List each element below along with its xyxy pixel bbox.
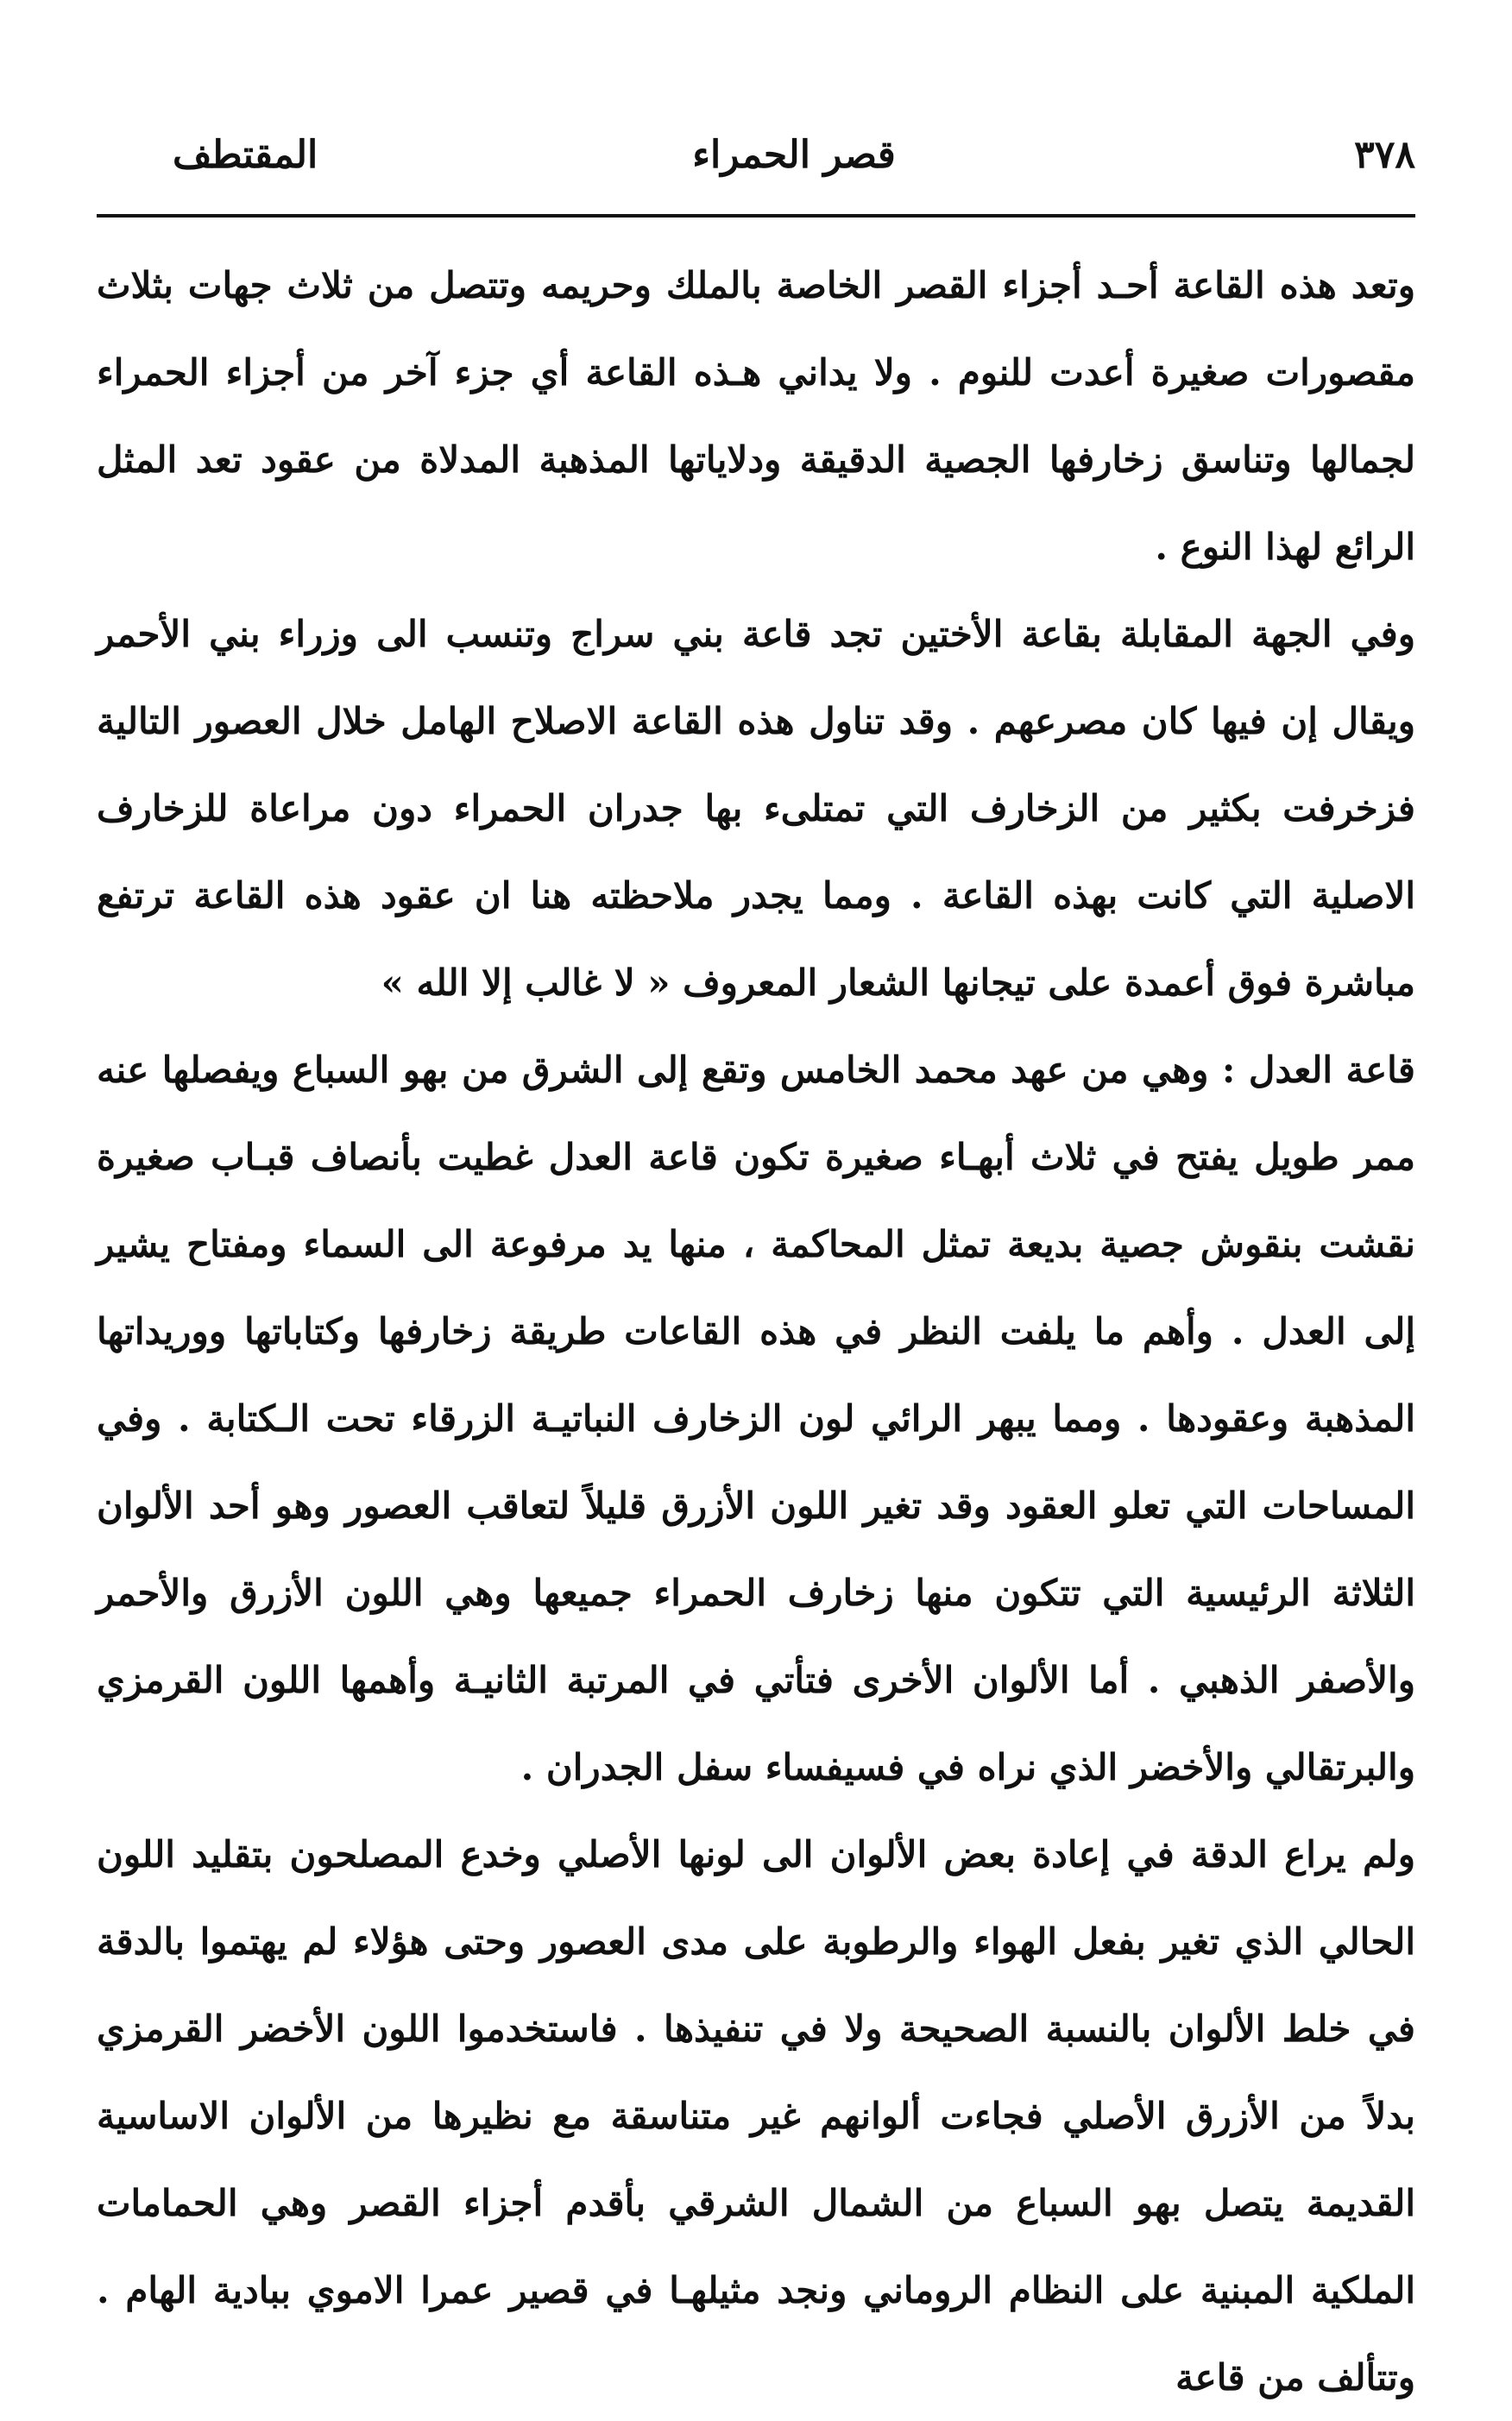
article-body: [97, 242, 1415, 2421]
paragraph-2: وفي الجهة المقابلة بقاعة الأختين تجد قاعة بني سراج وتنسب الى وزراء بني الأحمر ويقال إن فيها كان مصرعهم . وقد تناول هذه القاعة الاصلاح الهامل خلال العصور التالية فزخرفت بكثير من الزخارف التي تمتلىء بها جدران الحمراء دون مراعاة للزخارف الاصلية التي كانت بهذه القاعة . ومما يجدر ملاحظته هنا ان عقود هذه القاعة ترتفع مباشرة فوق أعمدة على تيجانها الشعار المعروف « لا غالب إلا الله »: [97, 613, 1415, 1004]
header-rule: [97, 214, 1415, 218]
paragraph-3: قاعة العدل : وهي من عهد محمد الخامس وتقع إلى الشرق من بهو السباع ويفصلها عنه ممر طويل يفتح في ثلاث أبهـاء صغيرة تكون قاعة العدل غطيت بأنصاف قبـاب صغيرة نقشت بنقوش جصية بديعة تمثل المحاكمة ، منها يد مرفوعة الى السماء ومفتاح يشير إلى العدل . وأهم ما يلفت النظر في هذه القاعات طريقة زخارفها وكتاباتها ووريداتها المذهبة وعقودها . ومما يبهر الرائي لون الزخارف النباتيـة الزرقاء تحت الـكتابة . وفي المساحات التي تعلو العقود وقد تغير اللون الأزرق قليلاً لتعاقب العصور وهو أحد الألوان الثلاثة الرئيسية التي تتكون منها زخارف الحمراء جميعها وهي اللون الأزرق والأحمر والأصفر الذهبي . أما الألوان الأخرى فتأتي في المرتبة الثانيـة وأهمها اللون القرمزي والبرتقالي والأخضر الذي نراه في فسيفساء سفل الجدران .: [97, 1049, 1415, 1788]
running-header: [173, 121, 1415, 190]
paragraph-4: ولم يراع الدقة في إعادة بعض الألوان الى لونها الأصلي وخدع المصلحون بتقليد اللون الحالي الذي تغير بفعل الهواء والرطوبة على مدى العصور وحتى هؤلاء لم يهتموا بالدقة في خلط الألوان بالنسبة الصحيحة ولا في تنفيذها . فاستخدموا اللون الأخضر القرمزي بدلاً من الأزرق الأصلي فجاءت ألوانهم غير متناسقة مع نظيرها من الألوان الاساسية القديمة يتصل بهو السباع من الشمال الشرقي بأقدم أجزاء القصر وهي الحمامات الملكية المبنية على النظام الروماني ونجد مثيلهـا في قصير عمرا الاموي ببادية الهام . وتتألف من قاعة: [97, 1833, 1415, 2399]
page-title: قصر الحمراء: [692, 133, 896, 177]
journal-name: المقتطف: [173, 133, 318, 177]
page-number: ٣٧٨: [1354, 133, 1415, 177]
paragraph-1: وتعد هذه القاعة أحـد أجزاء القصر الخاصة بالملك وحريمه وتتصل من ثلاث جهات بثلاث مقصورات صغيرة أعدت للنوم . ولا يداني هـذه القاعة أي جزء آخر من أجزاء الحمراء لجمالها وتناسق زخارفها الجصية الدقيقة ودلاياتها المذهبة المدلاة من عقود تعد المثل الرائع لهذا النوع .: [97, 264, 1415, 568]
